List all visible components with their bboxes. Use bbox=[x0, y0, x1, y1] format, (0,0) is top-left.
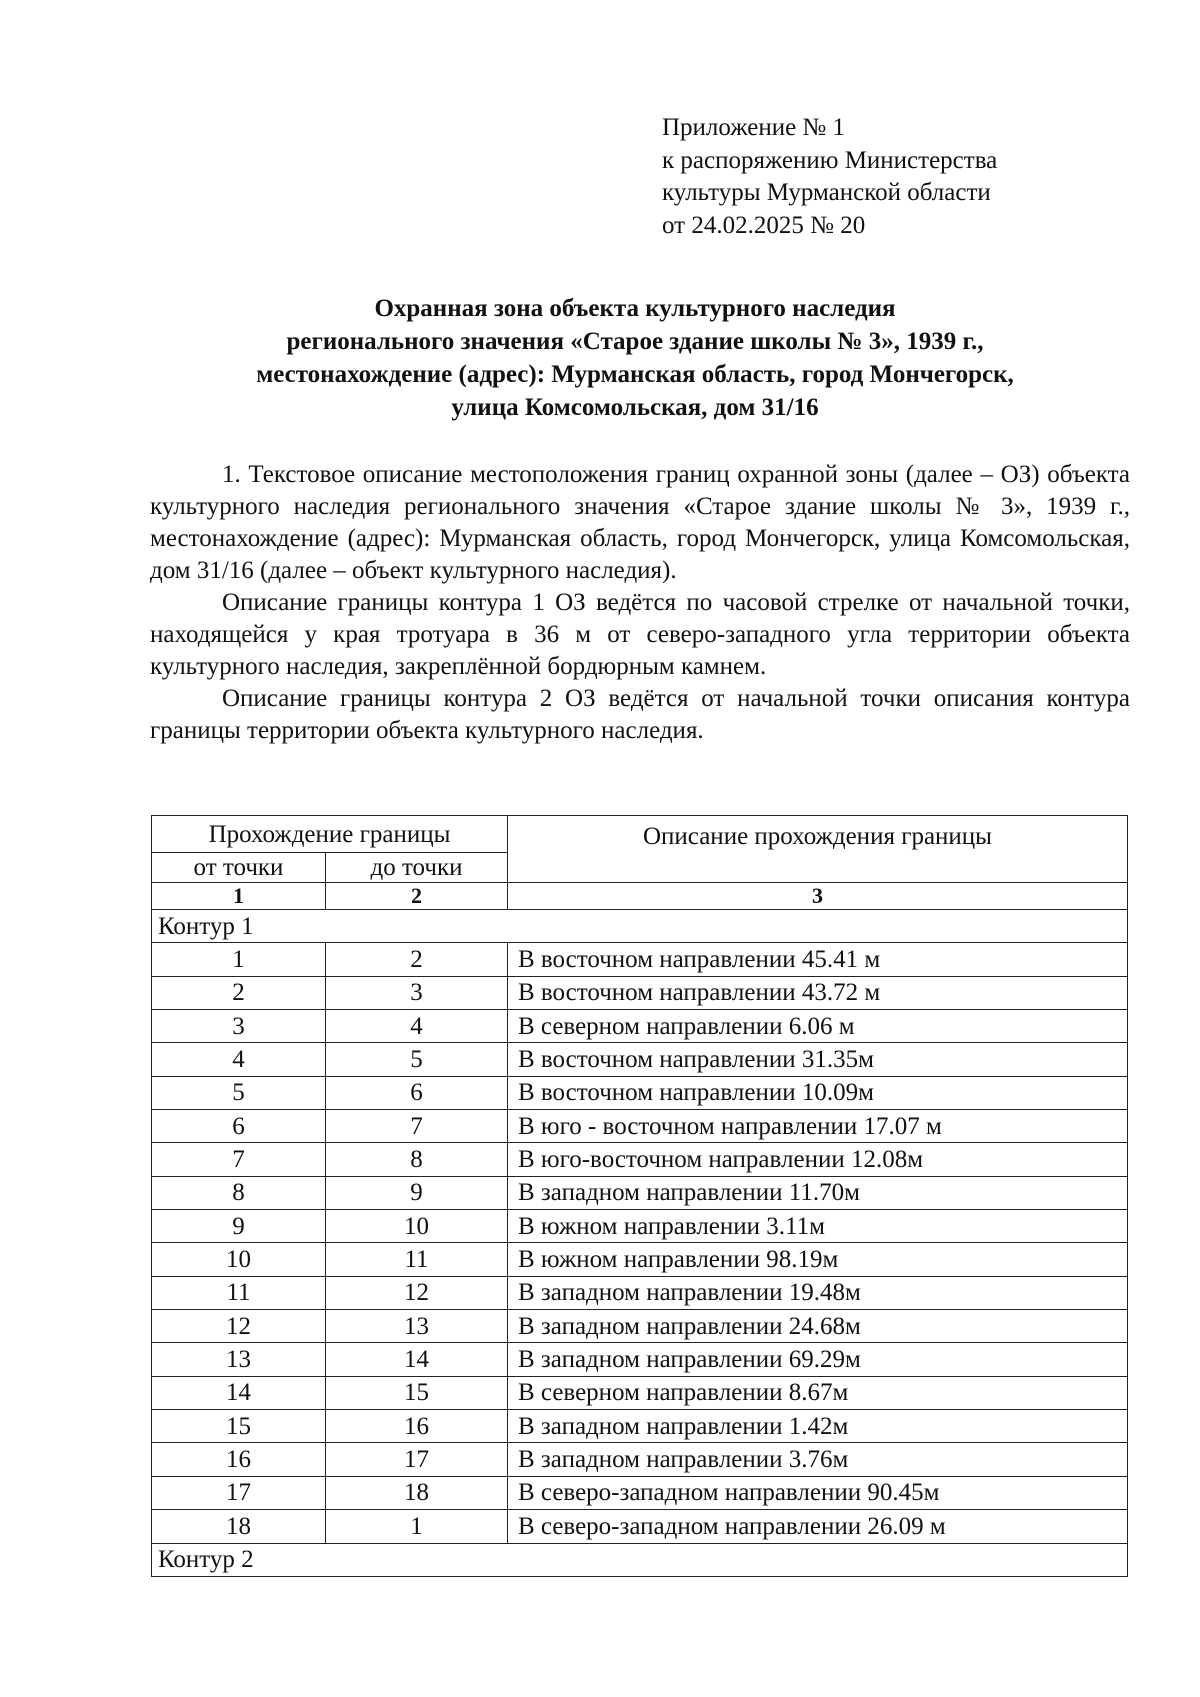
title-line-2: регионального значения «Старое здание школы № 3», 1939 г., bbox=[286, 328, 984, 355]
appendix-order-ref: к распоряжению Министерства bbox=[662, 146, 998, 174]
column-number-row bbox=[152, 882, 1128, 909]
boundary-description: В восточном направлении 10.09м bbox=[508, 1076, 1128, 1109]
point-to: 13 bbox=[326, 1310, 508, 1343]
boundary-table bbox=[151, 815, 1128, 1577]
boundary-description: В западном направлении 1.42м bbox=[508, 1410, 1128, 1443]
point-to: 16 bbox=[326, 1410, 508, 1443]
point-from: 11 bbox=[152, 1276, 326, 1309]
point-from: 13 bbox=[152, 1343, 326, 1376]
point-from: 7 bbox=[152, 1143, 326, 1176]
header-passage: Прохождение границы bbox=[152, 816, 508, 853]
title-line-3: местонахождение (адрес): Мурманская область, город Мончегорск, bbox=[256, 361, 1014, 388]
column-number-2: 2 bbox=[326, 882, 508, 909]
point-from: 14 bbox=[152, 1376, 326, 1409]
table-row bbox=[152, 1443, 1128, 1476]
paragraph-1: 1. Текстовое описание местоположения границ охранной зоны (далее – ОЗ) объекта культурного наследия регионального значения «Старое здание школы № 3», 1939 г., местонахождение (адрес): Мурманская область, город Мончегорск, улица Комсомольская, дом 31/16 (далее – объект культурного наследия). bbox=[150, 461, 1130, 584]
point-from: 12 bbox=[152, 1310, 326, 1343]
table-row bbox=[152, 1310, 1128, 1343]
title-line-1: Охранная зона объекта культурного наследия bbox=[374, 295, 896, 322]
boundary-description: В северном направлении 8.67м bbox=[508, 1376, 1128, 1409]
point-to: 14 bbox=[326, 1343, 508, 1376]
point-to: 3 bbox=[326, 976, 508, 1009]
table-row bbox=[152, 1376, 1128, 1409]
paragraph-3: Описание границы контура 2 ОЗ ведётся от начальной точки описания контура границы территории объекта культурного наследия. bbox=[150, 685, 1130, 744]
table-header-row bbox=[152, 816, 1128, 853]
point-from: 8 bbox=[152, 1176, 326, 1209]
table-row bbox=[152, 976, 1128, 1009]
point-to: 4 bbox=[326, 1010, 508, 1043]
point-from: 6 bbox=[152, 1110, 326, 1143]
table-row bbox=[152, 1076, 1128, 1109]
boundary-description: В восточном направлении 45.41 м bbox=[508, 943, 1128, 976]
contour-1-label: Контур 1 bbox=[152, 909, 1128, 942]
boundary-description: В южном направлении 3.11м bbox=[508, 1210, 1128, 1243]
boundary-description: В западном направлении 11.70м bbox=[508, 1176, 1128, 1209]
table-row bbox=[152, 1010, 1128, 1043]
boundary-description: В восточном направлении 31.35м bbox=[508, 1043, 1128, 1076]
boundary-description: В северном направлении 6.06 м bbox=[508, 1010, 1128, 1043]
point-from: 1 bbox=[152, 943, 326, 976]
header-from: от точки bbox=[152, 853, 326, 882]
point-to: 5 bbox=[326, 1043, 508, 1076]
point-to: 10 bbox=[326, 1210, 508, 1243]
contour-2-row bbox=[152, 1543, 1128, 1577]
body-text bbox=[150, 459, 1130, 747]
point-to: 18 bbox=[326, 1476, 508, 1509]
appendix-number: Приложение № 1 bbox=[662, 114, 846, 141]
point-from: 3 bbox=[152, 1010, 326, 1043]
appendix-date: от 24.02.2025 № 20 bbox=[662, 211, 866, 239]
point-to: 1 bbox=[326, 1510, 508, 1543]
point-to: 6 bbox=[326, 1076, 508, 1109]
paragraph-2: Описание границы контура 1 ОЗ ведётся по часовой стрелке от начальной точки, находящейся у края тротуара в 36 м от северо-западного угла территории объекта культурного наследия, закреплённой бордюрным камнем. bbox=[150, 589, 1130, 680]
table-row bbox=[152, 1476, 1128, 1509]
header-description: Описание прохождения границы bbox=[508, 816, 1128, 883]
boundary-description: В юго - восточном направлении 17.07 м bbox=[508, 1110, 1128, 1143]
point-from: 18 bbox=[152, 1510, 326, 1543]
point-from: 5 bbox=[152, 1076, 326, 1109]
header-to: до точки bbox=[326, 853, 508, 882]
contour-1-row bbox=[152, 909, 1128, 942]
boundary-description: В южном направлении 98.19м bbox=[508, 1243, 1128, 1276]
point-to: 15 bbox=[326, 1376, 508, 1409]
point-to: 17 bbox=[326, 1443, 508, 1476]
point-from: 4 bbox=[152, 1043, 326, 1076]
point-to: 7 bbox=[326, 1110, 508, 1143]
point-to: 11 bbox=[326, 1243, 508, 1276]
table-row bbox=[152, 1243, 1128, 1276]
table-row bbox=[152, 1510, 1128, 1543]
contour-2-label: Контур 2 bbox=[152, 1543, 1128, 1577]
point-from: 10 bbox=[152, 1243, 326, 1276]
table-row bbox=[152, 1043, 1128, 1076]
table-row bbox=[152, 943, 1128, 976]
column-number-3: 3 bbox=[508, 882, 1128, 909]
boundary-description: В северо-западном направлении 26.09 м bbox=[508, 1510, 1128, 1543]
point-to: 2 bbox=[326, 943, 508, 976]
boundary-description: В западном направлении 19.48м bbox=[508, 1276, 1128, 1309]
table-row bbox=[152, 1343, 1128, 1376]
appendix-block bbox=[662, 112, 997, 242]
boundary-description: В западном направлении 3.76м bbox=[508, 1443, 1128, 1476]
boundary-description: В восточном направлении 43.72 м bbox=[508, 976, 1128, 1009]
point-to: 8 bbox=[326, 1143, 508, 1176]
title-line-4: улица Комсомольская, дом 31/16 bbox=[451, 394, 819, 421]
boundary-description: В западном направлении 24.68м bbox=[508, 1310, 1128, 1343]
table-row bbox=[152, 1143, 1128, 1176]
column-number-1: 1 bbox=[152, 882, 326, 909]
appendix-ministry: культуры Мурманской области bbox=[662, 179, 991, 206]
point-from: 16 bbox=[152, 1443, 326, 1476]
point-from: 9 bbox=[152, 1210, 326, 1243]
point-from: 15 bbox=[152, 1410, 326, 1443]
boundary-description: В северо-западном направлении 90.45м bbox=[508, 1476, 1128, 1509]
point-to: 12 bbox=[326, 1276, 508, 1309]
boundary-description: В западном направлении 69.29м bbox=[508, 1343, 1128, 1376]
table-row bbox=[152, 1176, 1128, 1209]
table-row bbox=[152, 1110, 1128, 1143]
point-to: 9 bbox=[326, 1176, 508, 1209]
table-row bbox=[152, 1410, 1128, 1443]
point-from: 2 bbox=[152, 976, 326, 1009]
document-title bbox=[140, 292, 1130, 424]
table-row bbox=[152, 1210, 1128, 1243]
table-row bbox=[152, 1276, 1128, 1309]
boundary-description: В юго-восточном направлении 12.08м bbox=[508, 1143, 1128, 1176]
point-from: 17 bbox=[152, 1476, 326, 1509]
